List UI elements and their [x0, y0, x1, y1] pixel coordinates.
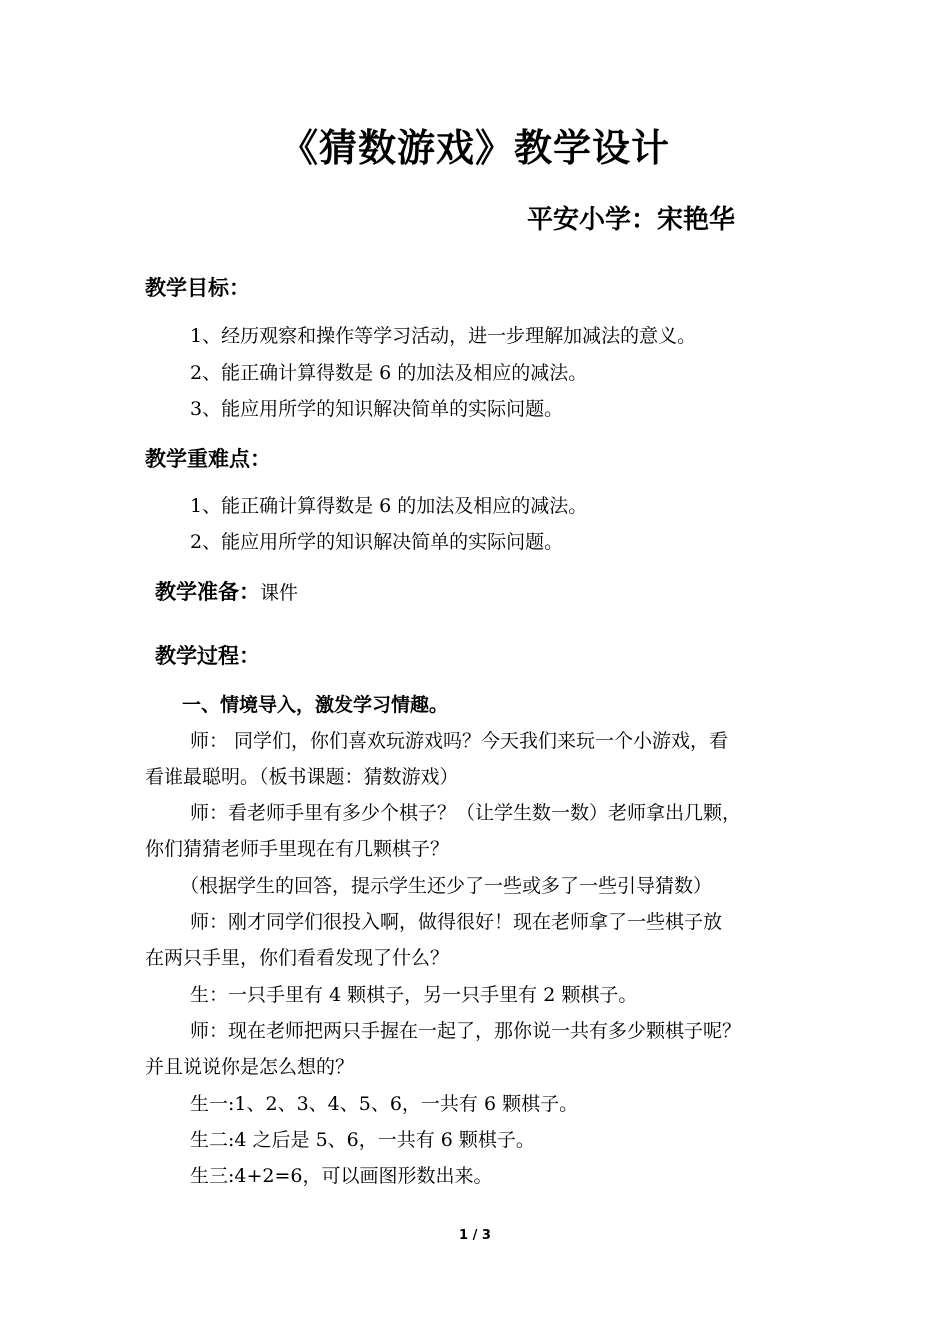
process-line: 师：现在老师把两只手握在一起了，那你说一共有多少颗棋子呢？: [190, 1020, 742, 1042]
process-line: 师：看老师手里有多少个棋子？（让学生数一数）老师拿出几颗，: [190, 802, 742, 824]
preparation-line: [155, 574, 298, 611]
author-line: 平安小学：宋艳华: [527, 205, 736, 235]
key-point-item-1: 1、能正确计算得数是 6 的加法及相应的减法。: [190, 495, 588, 517]
objective-item-2: 2、能正确计算得数是 6 的加法及相应的减法。: [190, 362, 588, 384]
process-line: 看谁最聪明。（板书课题：猜数游戏）: [145, 766, 459, 788]
objective-item-3: 3、能应用所学的知识解决简单的实际问题。: [190, 398, 564, 420]
process-line: 生一:1、2、3、4、5、6，一共有 6 颗棋子。: [190, 1093, 579, 1115]
key-points-heading: 教学重难点：: [145, 447, 271, 471]
preparation-value: 课件: [260, 582, 299, 604]
preparation-heading: 教学准备：: [155, 580, 260, 604]
process-line: 生二:4 之后是 5、6，一共有 6 颗棋子。: [190, 1129, 535, 1151]
objectives-heading: 教学目标：: [145, 276, 250, 300]
process-line: 生：一只手里有 4 颗棋子，另一只手里有 2 颗棋子。: [190, 984, 638, 1006]
process-line: 师： 同学们，你们喜欢玩游戏吗？今天我们来玩一个小游戏，看: [190, 730, 729, 752]
page-title: 《猜数游戏》教学设计: [279, 126, 670, 170]
process-line: 并且说说你是怎么想的？: [145, 1056, 355, 1078]
section-1-title: 一、情境导入，激发学习情趣。: [182, 694, 449, 716]
process-line: 生三:4+2=6，可以画图形数出来。: [190, 1165, 493, 1187]
process-line: 师：刚才同学们很投入啊，做得很好！现在老师拿了一些棋子放: [190, 911, 723, 933]
process-line: 在两只手里，你们看看发现了什么？: [145, 947, 450, 969]
objective-item-1: 1、经历观察和操作等学习活动，进一步理解加减法的意义。: [190, 325, 697, 347]
process-heading: 教学过程：: [155, 644, 260, 668]
key-point-item-2: 2、能应用所学的知识解决简单的实际问题。: [190, 531, 564, 553]
process-line: （根据学生的回答，提示学生还少了一些或多了一些引导猜数）: [180, 875, 713, 897]
process-line: 你们猜猜老师手里现在有几颗棋子？: [145, 838, 450, 860]
page-number: 1 / 3: [459, 1228, 491, 1243]
